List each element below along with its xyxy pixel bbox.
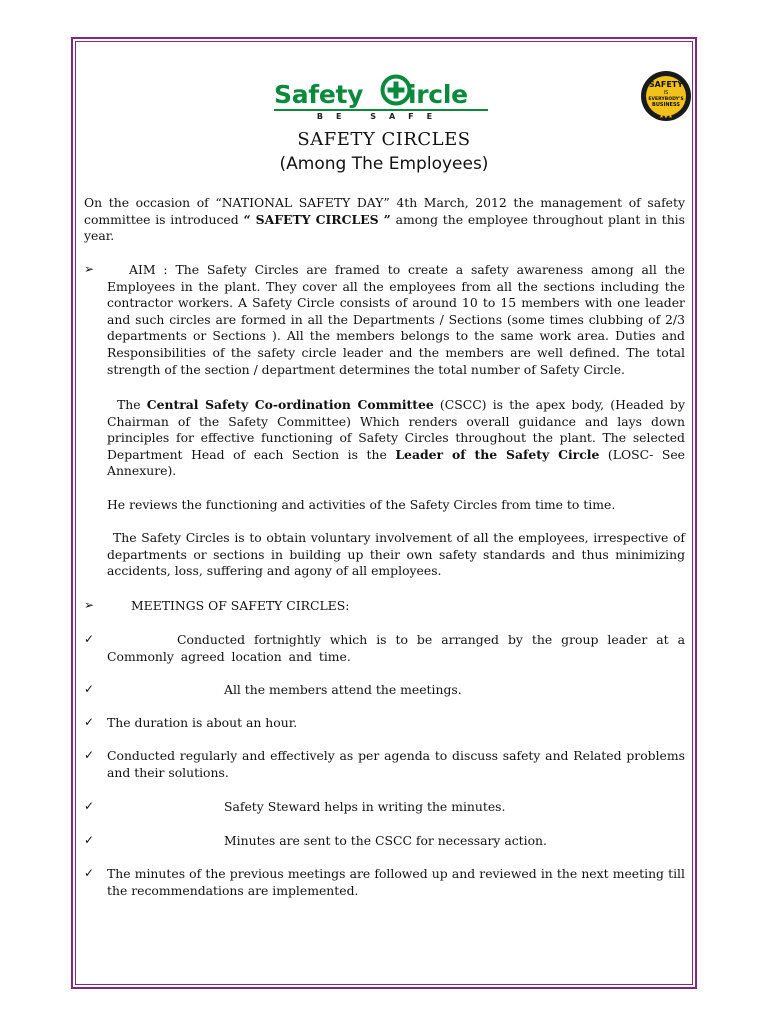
cscc-text-a: The <box>117 397 147 412</box>
cscc-text-e: (LOSC- See Annexure). <box>107 446 685 479</box>
meetings-heading: MEETINGS OF SAFETY CIRCLES: <box>131 598 350 613</box>
check-item-5: Safety Steward helps in writing the minutes. <box>224 799 506 814</box>
safety-circle-logo <box>274 74 490 126</box>
leader-of-safety-circle: Leader of the Safety Circle <box>395 446 600 462</box>
page-title: SAFETY CIRCLES <box>297 129 471 150</box>
check-item-3: The duration is about an hour. <box>107 715 298 730</box>
logo-underline <box>274 109 488 111</box>
check-icon: ✓ <box>84 682 95 696</box>
check-icon: ✓ <box>84 715 95 729</box>
logo-word-safety: Safety <box>274 80 364 109</box>
intro-text-2: among the employee throughout plant in this year. <box>84 211 685 244</box>
check-icon: ✓ <box>84 833 95 847</box>
check-item-7: The minutes of the previous meetings are followed up and reviewed in the next meeting till the recommendations are implemented. <box>107 866 685 898</box>
voluntary-paragraph: The Safety Circles is to obtain voluntary involvement of all the employees, irrespective of departments or sections in building up their own safety standards and thus minimizing accidents, loss, suffering and agony of all employees. <box>107 530 685 579</box>
arrow-bullet-icon: ➢ <box>84 598 95 612</box>
logo-word-ircle: ircle <box>408 80 468 109</box>
check-icon: ✓ <box>84 748 95 762</box>
check-icon: ✓ <box>84 632 95 646</box>
cscc-paragraph <box>107 397 685 480</box>
page-subtitle: (Among The Employees) <box>279 154 489 174</box>
reviews-paragraph: He reviews the functioning and activities of the Safety Circles from time to time. <box>107 497 616 512</box>
logo-tagline: BE SAFE <box>316 112 446 121</box>
check-item-1: Conducted fortnightly which is to be arranged by the group leader at a Commonly agreed location and time. <box>107 632 685 664</box>
check-item-6: Minutes are sent to the CSCC for necessary action. <box>224 833 547 848</box>
arrow-bullet-icon: ➢ <box>84 262 95 276</box>
cscc-text-c: (CSCC) is the apex body, (Headed by Chairman of the Safety Committee) Which renders overall guidance and lays down principles for effective functioning of Safety Circles throughout the plant. The selected Department Head of each Section is the <box>107 397 685 462</box>
cscc-name: Central Safety Co-ordination Committee <box>146 397 434 412</box>
intro-safety-circles: “ SAFETY CIRCLES ” <box>243 211 391 227</box>
safety-badge-icon <box>640 70 692 122</box>
badge-line2: IS <box>663 90 669 96</box>
badge-line4: BUSINESS <box>652 102 680 108</box>
intro-text-1: On the occasion of “NATIONAL SAFETY DAY” 4th March, 2012 the management of safety committee is introduced <box>84 195 685 227</box>
badge-line1: SAFETY <box>648 80 684 89</box>
check-item-4: Conducted regularly and effectively as per agenda to discuss safety and Related problems and their solutions. <box>107 748 685 780</box>
intro-paragraph <box>84 195 685 245</box>
check-item-2: All the members attend the meetings. <box>224 682 462 697</box>
badge-line3: EVERYBODY'S <box>648 97 684 102</box>
badge-stars: ★★★ <box>659 114 673 120</box>
check-icon: ✓ <box>84 799 95 813</box>
check-icon: ✓ <box>84 866 95 880</box>
aim-paragraph: AIM : The Safety Circles are framed to create a safety awareness among all the Employees in the plant. They cover all the employees from all the sections including the contractor workers. A Safety Circle consists of around 10 to 15 members with one leader and such circles are formed in all the Departments / Sections (some times clubbing of 2/3 departments or Sections ). All the members belongs to the same work area. Duties and Responsibilities of the safety circle leader and the members are well defined. The total strength of the section / department determines the total number of Safety Circle. <box>107 262 685 377</box>
